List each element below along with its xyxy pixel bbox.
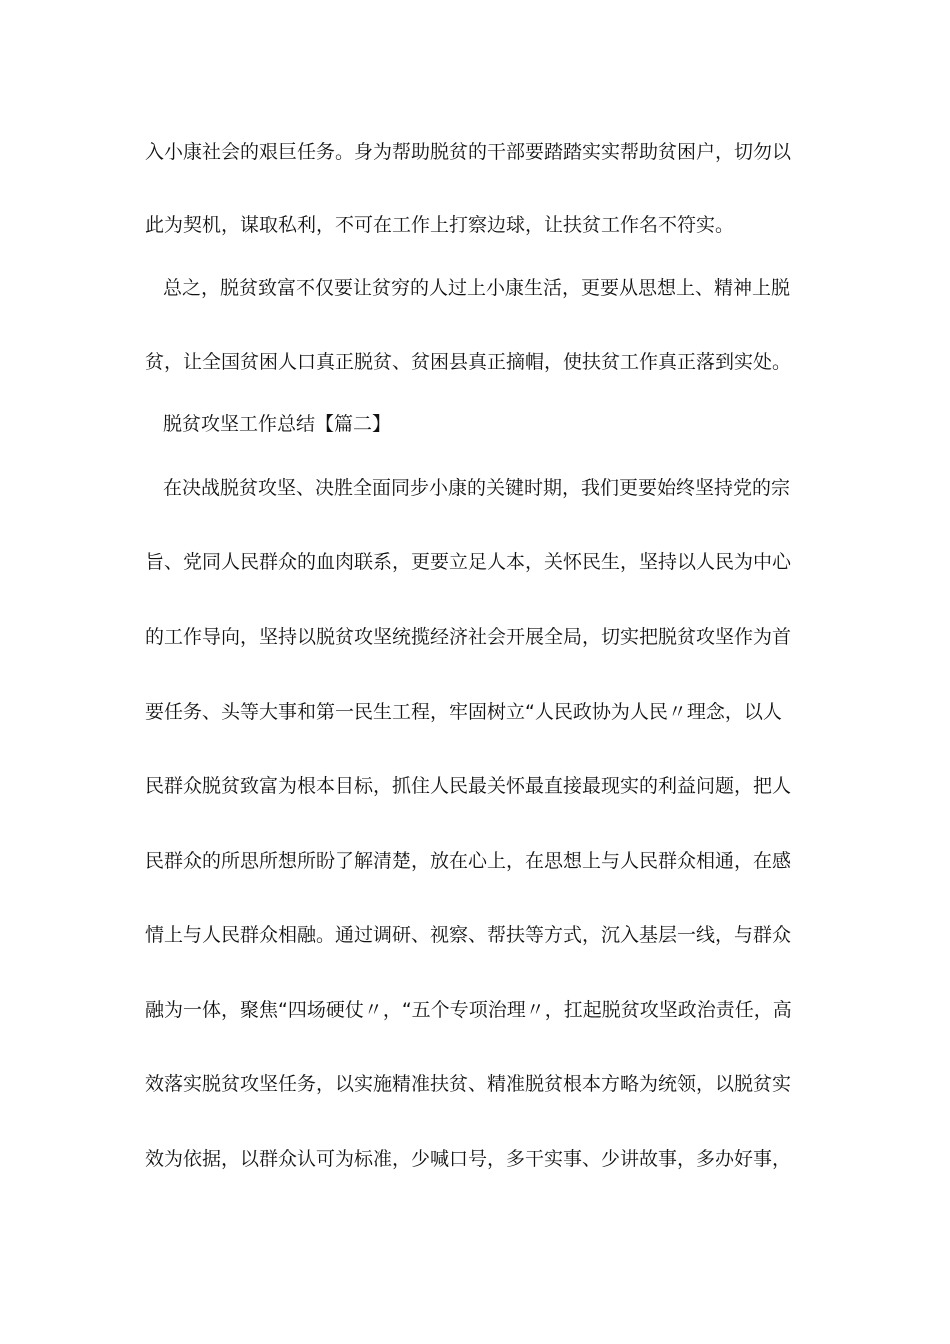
text-line-7: 旨、党同人民群众的血肉联系，更要立足人本，关怀民生，坚持以人民为中心 bbox=[145, 551, 792, 573]
text-line-8: 的工作导向，坚持以脱贫攻坚统揽经济社会开展全局，切实把脱贫攻坚作为首 bbox=[145, 626, 792, 648]
section-heading: 脱贫攻坚工作总结【篇二】 bbox=[163, 413, 392, 435]
text-line-2: 此为契机，谋取私利，不可在工作上打察边球，让扶贫工作名不符实。 bbox=[145, 214, 735, 236]
text-line-12: 情上与人民群众相融。通过调研、视察、帮扶等方式，沉入基层一线，与群众 bbox=[145, 924, 792, 946]
text-line-13: 融为一体，聚焦“四场硬仗〃，“五个专项治理〃，扛起脱贫攻坚政治责任，高 bbox=[145, 999, 792, 1021]
text-line-6: 在决战脱贫攻坚、决胜全面同步小康的关键时期，我们更要始终坚持党的宗 bbox=[163, 477, 791, 499]
text-line-9: 要任务、头等大事和第一民生工程，牢固树立“人民政协为人民〃理念，以人 bbox=[145, 701, 782, 723]
text-line-1: 入小康社会的艰巨任务。身为帮助脱贫的干部要踏踏实实帮助贫困户，切勿以 bbox=[145, 141, 792, 163]
text-line-11: 民群众的所思所想所盼了解清楚，放在心上，在思想上与人民群众相通，在感 bbox=[145, 850, 792, 872]
text-line-14: 效落实脱贫攻坚任务，以实施精准扶贫、精准脱贫根本方略为统领，以脱贫实 bbox=[145, 1073, 792, 1095]
text-line-4: 贫，让全国贫困人口真正脱贫、贫困县真正摘帽，使扶贫工作真正落到实处。 bbox=[145, 351, 792, 373]
text-line-10: 民群众脱贫致富为根本目标，抓住人民最关怀最直接最现实的利益问题，把人 bbox=[145, 775, 792, 797]
text-line-15: 效为依据，以群众认可为标准，少喊口号，多干实事、少讲故事，多办好事， bbox=[145, 1148, 792, 1170]
text-line-3: 总之，脱贫致富不仅要让贫穷的人过上小康生活，更要从思想上、精神上脱 bbox=[163, 277, 791, 299]
